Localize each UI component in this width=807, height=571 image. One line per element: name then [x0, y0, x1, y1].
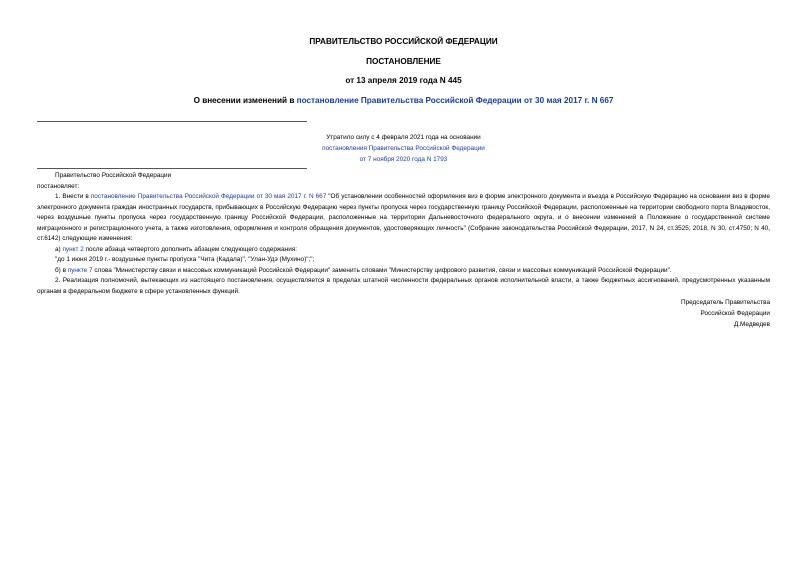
subject-prefix: О внесении изменений в	[193, 96, 297, 105]
paragraph-2: 2. Реализация полномочий, вытекающих из настоящего постановления, осуществляется в пределах штатной численности федеральных органов исполнительной власти, а также бюджетных ассигнований, предусмотренных указанным органам в федеральном бюджете в сфере установленных функций.	[37, 277, 770, 295]
item-b-link[interactable]: пункте 7	[67, 266, 93, 274]
signature-name: Д.Медведев	[733, 321, 770, 328]
paragraph-1-link[interactable]: постановление Правительства Российской Федерации от 30 мая 2017 г. N 667	[90, 193, 327, 200]
expiry-note	[0, 132, 807, 165]
date-number-heading: от 13 апреля 2019 года N 445	[345, 76, 462, 85]
item-a-text: после абзаца четвертого дополнить абзацем следующего содержания:	[83, 245, 298, 253]
paragraph-1	[37, 192, 770, 245]
government-heading: ПРАВИТЕЛЬСТВО РОССИЙСКОЙ ФЕДЕРАЦИИ	[309, 37, 498, 46]
divider-bottom	[37, 168, 307, 169]
item-a	[37, 245, 770, 256]
intro-line-1: Правительство Российской Федерации	[55, 172, 172, 179]
paragraph-1-prefix: 1. Внести в	[55, 193, 91, 200]
subject-link[interactable]: постановление Правительства Российской Федерации от 30 мая 2017 г. N 667	[296, 96, 614, 105]
item-b	[37, 266, 770, 277]
expiry-link-line-2[interactable]: от 7 ноября 2020 года N 1793	[359, 156, 448, 163]
item-a-prefix: а)	[55, 245, 63, 253]
item-b-prefix: б) в	[55, 266, 68, 274]
document-body	[37, 171, 770, 297]
document-type-heading: ПОСТАНОВЛЕНИЕ	[366, 57, 441, 66]
subject-heading	[0, 96, 807, 105]
signature-title-line-2: Российской Федерации	[700, 310, 770, 317]
paragraph-1-text: "Об установлении особенностей оформления виз в форме электронного документа и въезда в Российскую Федерацию на основании виз в форме электронного документа граждан иностранных государств, прибывающих в Российскую Федерацию через пункты пропуска через государственную границу Российской Федерации, расположенные на территории свободного порта Владивосток, через воздушные пункты пропуска через государственную границу Российской Федерации, расположенные на территории Дальневосточного федерального округа, и о внесении изменений в Положение о государственной системе миграционного и регистрационного учета, а также изготовления, оформления и контроля обращения документов, удостоверяющих личность" (Собрание законодательства Российской Федерации, 2017, N 24, ст.3525; 2018, N 30, ст.4750; N 40, ст.6142) следующие изменения:	[37, 193, 770, 242]
divider-top	[37, 121, 307, 122]
signature-block	[681, 297, 770, 330]
intro-line-2: постановляет:	[37, 182, 80, 190]
expiry-link-line-1[interactable]: постановления Правительства Российской Федерации	[322, 145, 485, 152]
signature-title-line-1: Председатель Правительства	[681, 299, 770, 306]
item-a-quote: "до 1 июня 2019 г.- воздушные пункты пропуска "Чита (Кадала)", "Улан-Удэ (Мухино)";";	[55, 256, 315, 263]
item-b-text: слова "Министерству связи и массовых коммуникаций Российской Федерации" заменить словами "Министерству цифрового развития, связи и массовых коммуникаций Российской Федерации".	[92, 266, 672, 274]
expiry-line: Утратило силу с 4 февраля 2021 года на основании	[326, 134, 481, 141]
item-a-link[interactable]: пункт 2	[62, 245, 84, 253]
